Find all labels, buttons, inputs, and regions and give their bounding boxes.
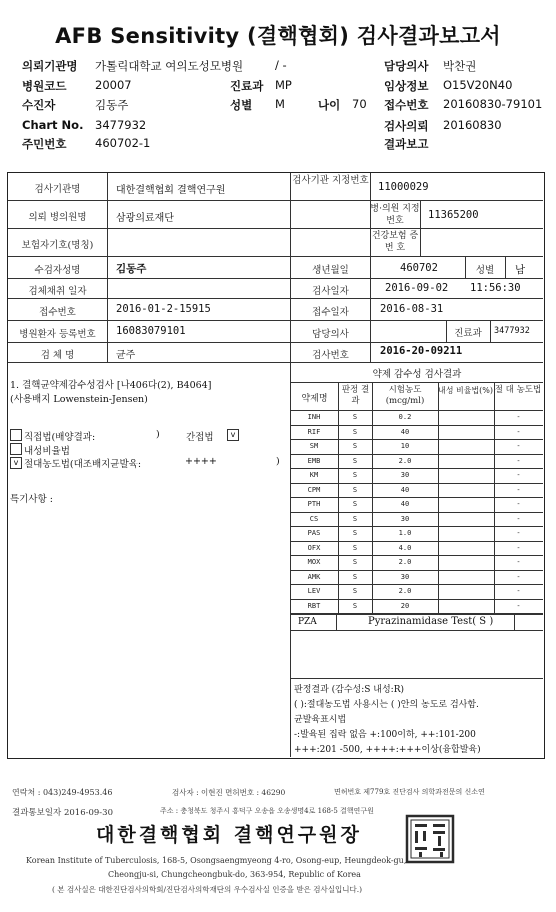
chart-label: Chart No.: [22, 118, 84, 132]
legend-l3: 균발육표시법: [294, 715, 347, 725]
table-row-divider: [290, 512, 543, 513]
table-cell-abs: -: [516, 572, 521, 581]
table-cell-abs: -: [516, 529, 521, 537]
absolute-checkbox: v: [10, 457, 22, 469]
indirect-label: 간접법: [186, 432, 214, 443]
legend-l2: ( ):절대농도법 사용시는 ( )안의 농도로 검사함.: [294, 700, 479, 710]
table-cell-result: S: [352, 543, 358, 552]
sex-form-label: 성별: [475, 265, 495, 276]
pza-label: PZA: [298, 617, 317, 627]
table-row-divider: [290, 425, 543, 426]
table-cell-conc: 30: [400, 471, 410, 479]
contact: 연락처 : 043)249-4953.46: [12, 788, 113, 797]
sex-value: M: [275, 97, 285, 111]
cert-note: ( 본 검사실은 대한진단검사의학회/진단검사의학재단의 우수검사실 인증을 받은 검사실입니다.): [52, 885, 363, 894]
age-value: 70: [352, 97, 367, 111]
table-col-divider: [494, 382, 495, 614]
specimen-value: 균주: [116, 350, 136, 361]
table-row-divider: [290, 526, 543, 527]
table-row-divider: [290, 468, 543, 469]
pza-value: Pyrazinamidase Test( S ): [368, 616, 494, 627]
table-cell-result: S: [352, 572, 358, 581]
table-row-divider: [290, 483, 543, 484]
hospital-code-label: 병·의원 지정번호: [370, 204, 420, 226]
table-row-divider: [290, 599, 543, 600]
table-cell-drug: PAS: [307, 529, 321, 537]
table-row-divider: [290, 497, 543, 498]
table-cell-abs: -: [516, 456, 521, 465]
table-cell-result: S: [352, 587, 358, 595]
clinical-value: O15V20N40: [443, 78, 513, 92]
report-label: 결과보고: [384, 137, 429, 151]
table-cell-conc: 0.2: [398, 413, 412, 421]
indirect-checkbox: v: [227, 429, 239, 441]
insurer-label: 보험자기호(명칭): [21, 240, 94, 251]
table-row-divider: [290, 570, 543, 571]
table-cell-conc: 4.0: [398, 543, 412, 552]
requester-value: 김동주: [95, 98, 129, 112]
table-cell-conc: 2.0: [398, 456, 412, 465]
table-cell-conc: 30: [400, 572, 410, 581]
table-cell-abs: -: [516, 514, 521, 523]
accept-no-label: 접수번호: [39, 307, 76, 318]
institution-label: 의뢰기관명: [22, 59, 78, 73]
examiner: 검사자 : 이현진 면허번호 : 46290: [172, 788, 286, 797]
doctor-form-label: 담당의사: [312, 329, 349, 340]
table-col-divider: [338, 382, 339, 614]
lab-name-value: 대한결핵협회 결핵연구원: [116, 185, 226, 196]
resident-value: 460702-1: [95, 136, 151, 150]
reg-value: 16083079101: [116, 325, 186, 337]
table-cell-conc: 40: [400, 485, 410, 494]
license: 면허번호 제779호 진단검사 의학과전문의 신소연: [334, 788, 485, 796]
table-cell-drug: RIF: [307, 427, 321, 436]
chart-value: 3477932: [95, 118, 147, 132]
table-cell-conc: 2.0: [398, 558, 412, 566]
sex-form-value: 남: [515, 264, 526, 276]
table-cell-abs: -: [516, 471, 521, 479]
request-label: 검사의뢰: [384, 119, 429, 133]
table-cell-conc: 20: [400, 601, 410, 610]
dept-form-label: 진료과: [454, 328, 482, 339]
accept-date-label: 접수일자: [312, 307, 349, 318]
table-cell-result: S: [352, 442, 358, 450]
age-label: 나이: [318, 98, 341, 112]
table-row-divider: [290, 439, 543, 440]
address-en-1: Korean Institute of Tuberculosis, 168-5, Osongsaengmyeong 4-ro, Osong-eup, Heungdeok-gu,: [26, 856, 407, 865]
exam-date-value: 2016-09-02: [385, 282, 449, 294]
report-title: AFB Sensitivity (결핵협회) 검사결과보고서: [55, 24, 501, 48]
table-cell-conc: 40: [400, 500, 410, 508]
hospital-code-value: 11365200: [428, 209, 479, 221]
table-cell-result: S: [352, 514, 358, 523]
receipt-label: 접수번호: [384, 98, 429, 112]
table-cell-drug: PTH: [307, 500, 321, 508]
slash-value: / -: [275, 58, 287, 72]
sex-label: 성별: [230, 98, 253, 112]
ward-value: 20007: [95, 78, 132, 92]
col-ratio: 내성 비율법(%): [437, 386, 494, 395]
dept-value: MP: [275, 78, 292, 92]
table-cell-result: S: [352, 601, 358, 610]
table-cell-drug: SM: [309, 442, 319, 450]
exam-time-value: 11:56:30: [470, 282, 521, 294]
direct-close: ): [156, 429, 160, 440]
dept-label: 진료과: [230, 79, 264, 93]
table-cell-result: S: [352, 471, 358, 479]
exam-no-value: 2016-20-09211: [380, 345, 463, 357]
table-cell-drug: AMK: [307, 572, 321, 581]
table-cell-drug: LEV: [307, 587, 321, 595]
table-cell-drug: MOX: [307, 558, 321, 566]
resident-label: 주민번호: [22, 137, 67, 151]
table-cell-abs: -: [516, 485, 521, 494]
table-cell-drug: INH: [307, 413, 321, 421]
table-row-divider: [290, 584, 543, 585]
table-cell-result: S: [352, 456, 358, 465]
absolute-label: 절대농도법(대조배지균발육:: [24, 459, 142, 470]
table-cell-drug: CPM: [307, 485, 321, 494]
doctor-label: 담당의사: [384, 59, 429, 73]
table-cell-abs: -: [516, 587, 521, 595]
doctor-value: 박찬권: [443, 59, 477, 73]
requester-label: 수진자: [22, 98, 56, 112]
table-cell-abs: -: [516, 442, 521, 450]
legend-l5: +++:201 -500, ++++:+++이상(융합발육): [294, 745, 481, 755]
official-seal-icon: [405, 814, 455, 864]
table-cell-result: S: [352, 413, 358, 421]
table-cell-result: S: [352, 558, 358, 566]
col-abs: 절 대 농도법: [494, 385, 542, 395]
institution-value: 가톨릭대학교 여의도성모병원: [95, 59, 244, 73]
table-cell-result: S: [352, 485, 358, 494]
special-label: 특기사항 :: [10, 494, 53, 505]
table-row-divider: [290, 454, 543, 455]
table-row-divider: [290, 555, 543, 556]
medium-line: (사용배지 Lowenstein-Jensen): [10, 394, 148, 405]
clinical-label: 임상정보: [384, 79, 429, 93]
insurance-label: 건강보험 증 번 호: [371, 231, 419, 253]
table-cell-drug: RBT: [307, 601, 321, 610]
col-drug: 약제명: [301, 394, 328, 404]
table-col-divider: [372, 382, 373, 614]
legend-l4: -:발육된 집락 없음 +:100이하, ++:101-200: [294, 730, 476, 740]
address-en-2: Cheongju-si, Chungcheongbuk-do, 363-954, Republic of Korea: [108, 870, 361, 879]
patient-label: 수검자성명: [34, 265, 81, 276]
request-value: 20160830: [443, 118, 502, 132]
collect-label: 검체채취 일자: [28, 286, 87, 297]
hospital-value: 삼광의료재단: [116, 213, 174, 224]
org-name: 대한결핵협회 결핵연구원장: [96, 824, 362, 846]
birth-value: 460702: [400, 262, 438, 274]
table-cell-drug: CS: [309, 514, 319, 523]
hospital-label: 의뢰 병의원명: [28, 212, 87, 223]
table-cell-drug: EMB: [307, 456, 321, 465]
exam-no-label: 검사번호: [312, 350, 349, 361]
absolute-close: ): [276, 456, 280, 467]
reg-label: 병원환자 등록번호: [19, 329, 96, 340]
table-cell-drug: OFX: [307, 543, 321, 552]
table-caption: 약제 감수성 검사결과: [372, 369, 462, 380]
table-cell-abs: -: [516, 601, 521, 610]
col-conc: 시험농도 (mcg/ml): [385, 385, 425, 406]
report-date: 결과통보일자 2016-09-30: [12, 808, 113, 818]
exam-date-label: 검사일자: [312, 286, 349, 297]
ward-label: 병원코드: [22, 79, 67, 93]
table-cell-abs: -: [516, 558, 521, 566]
ratio-checkbox: [10, 443, 22, 455]
table-cell-result: S: [352, 500, 358, 508]
birth-label: 생년월일: [312, 265, 349, 276]
table-row-divider: [290, 541, 543, 542]
table-cell-conc: 10: [400, 442, 410, 450]
patient-value: 김동주: [116, 263, 147, 275]
test-title: 1. 결핵균약제감수성검사 [나406다(2), B4064]: [10, 380, 212, 391]
table-cell-abs: -: [516, 543, 521, 552]
address: 주소 : 충청북도 청주시 흥덕구 오송읍 오송생명4로 168-5 결핵연구원: [160, 807, 374, 815]
accept-no-value: 2016-01-2-15915: [116, 303, 211, 315]
dept-form-value: 3477932: [494, 326, 530, 336]
lab-name-label: 검사기관명: [34, 184, 81, 195]
table-cell-abs: -: [516, 413, 521, 421]
table-cell-drug: KM: [309, 471, 319, 479]
lab-code-value: 11000029: [378, 181, 429, 193]
direct-label: 직접법(배양결과:: [24, 432, 96, 443]
col-result: 판정 결과: [341, 385, 370, 406]
specimen-label: 검 체 명: [40, 350, 75, 361]
table-cell-result: S: [352, 529, 358, 537]
table-cell-conc: 1.0: [398, 529, 412, 537]
ratio-label: 내성비율법: [24, 446, 70, 457]
table-cell-conc: 2.0: [398, 587, 412, 595]
table-cell-conc: 40: [400, 427, 410, 436]
table-cell-abs: -: [516, 500, 521, 508]
table-cell-conc: 30: [400, 514, 410, 523]
accept-date-value: 2016-08-31: [380, 303, 444, 315]
direct-checkbox: [10, 429, 22, 441]
legend-l1: 판정결과 (감수성:S 내성:R): [294, 685, 404, 695]
absolute-value: ++++: [185, 456, 217, 467]
table-col-divider: [438, 382, 439, 614]
lab-code-label: 검사기관 지정번호: [292, 175, 369, 186]
receipt-value: 20160830-79101: [443, 97, 543, 111]
table-cell-abs: -: [516, 427, 521, 436]
table-cell-result: S: [352, 427, 358, 436]
